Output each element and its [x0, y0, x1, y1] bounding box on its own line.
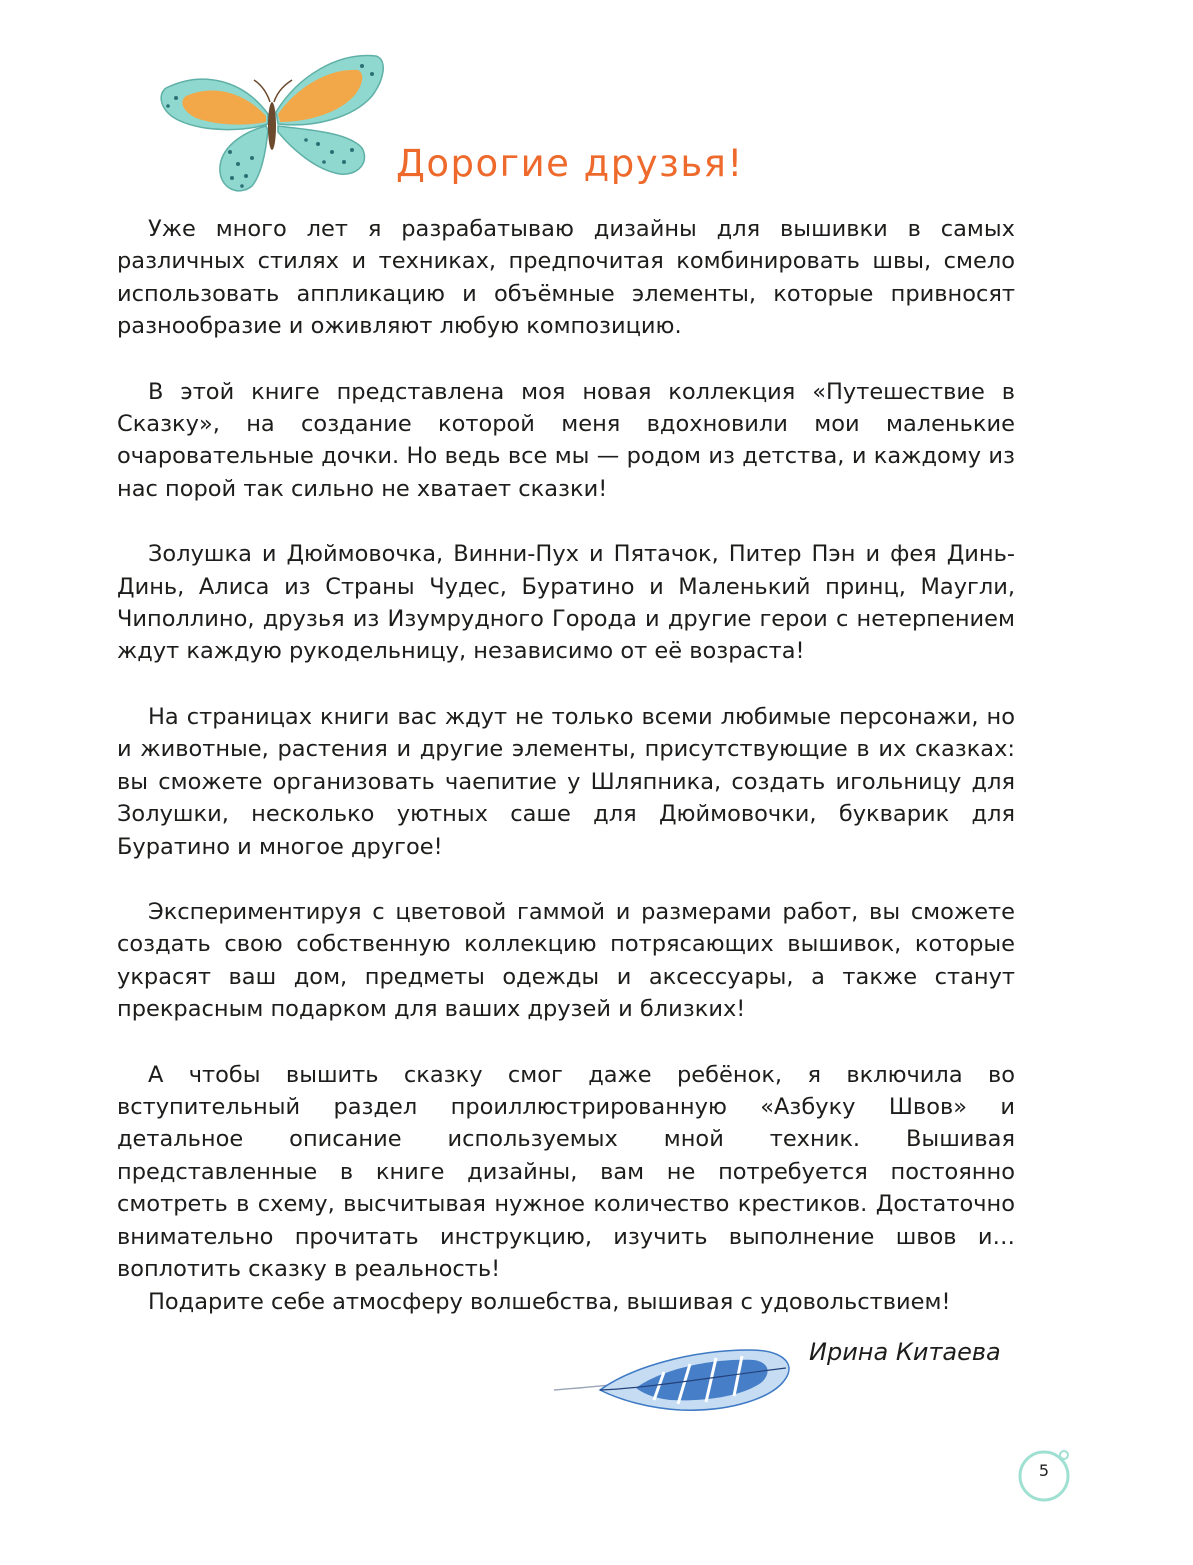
closing-line: Подарите себе атмосферу волшебства, вышивая с удовольствием!: [148, 1289, 951, 1315]
letter-body: [117, 213, 1015, 1318]
paragraph: Экспериментируя с цветовой гаммой и размерами работ, вы сможете создать свою собственную коллекцию потрясающих вышивок, которые украсят ваш дом, предметы одежды и аксессуары, а также станут прекрасным подарком для ваших друзей и близких!: [117, 898, 1015, 1023]
feather-icon: [540, 1328, 800, 1430]
page-title: Дорогие друзья!: [396, 142, 744, 185]
paragraph: Уже много лет я разрабатываю дизайны для вышивки в самых различных стилях и техниках, предпочитая комбинировать швы, смело использовать аппликацию и объёмные элементы, которые привносят разнообразие и оживляют любую композицию.: [117, 216, 1015, 340]
author-signature: Ирина Китаева: [809, 1338, 1001, 1366]
paragraph: А чтобы вышить сказку смог даже ребёнок, я включила во вступительный раздел проиллюстрированную «Азбуку Швов» и детальное описание используемых мной техник. Вышивая представленные в книге дизайны, вам не потребуется постоянно смотреть в схему, высчитывая нужное количество крестиков. Достаточно внимательно прочитать инструкцию, изучить выполнение швов и… воплотить сказку в реальность!: [117, 1061, 1015, 1282]
paragraph: На страницах книги вас ждут не только всеми любимые персонажи, но и животные, растения и другие элементы, присутствующие в их сказках: вы сможете организовать чаепитие у Шляпника, создать игольницу для Золушки, несколько уютных саше для Дюймовочки, букварик для Буратино и многое другое!: [117, 703, 1015, 860]
paragraph: В этой книге представлена моя новая коллекция «Путешествие в Сказку», на создание которой меня вдохновили мои маленькие очаровательные дочки. Но ведь все мы — родом из детства, и каждому из нас порой так сильно не хватает сказки!: [117, 378, 1015, 502]
page-number: 5: [1038, 1461, 1050, 1480]
paragraph: Золушка и Дюймовочка, Винни-Пух и Пятачок, Питер Пэн и фея Динь-Динь, Алиса из Страны Чудес, Буратино и Маленький принц, Маугли, Чиполлино, друзья из Изумрудного Города и другие герои с нетерпением ждут каждую рукодельницу, независимо от её возраста!: [117, 541, 1015, 665]
butterfly-icon: [148, 40, 398, 210]
